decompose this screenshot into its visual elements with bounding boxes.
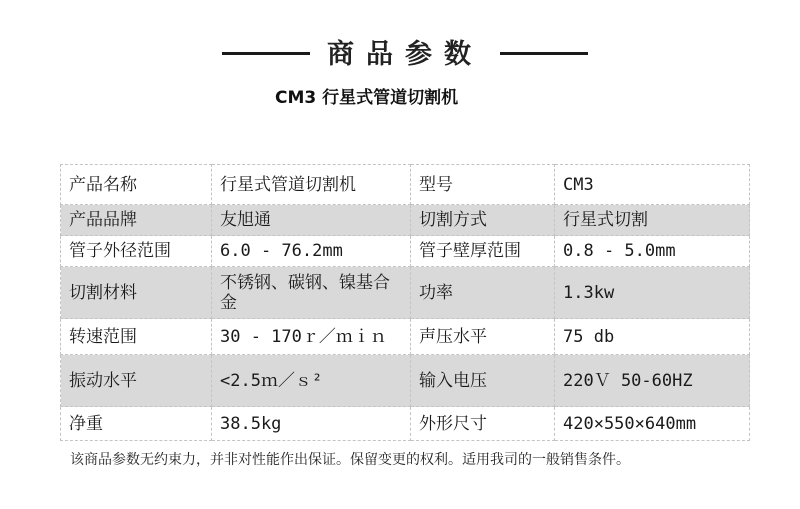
spec-value: 0.8 - 5.0mm bbox=[555, 236, 750, 267]
spec-value: 1.3kw bbox=[555, 267, 750, 319]
spec-label: 功率 bbox=[411, 267, 555, 319]
spec-label: 转速范围 bbox=[61, 319, 212, 355]
spec-label: 切割方式 bbox=[411, 205, 555, 236]
spec-value: <2.5ｍ／ｓ² bbox=[212, 355, 411, 407]
spec-label: 振动水平 bbox=[61, 355, 212, 407]
spec-value: 220Ｖ 50-60HZ bbox=[555, 355, 750, 407]
table-row bbox=[61, 319, 750, 355]
spec-label: 型号 bbox=[411, 165, 555, 205]
spec-label: 输入电压 bbox=[411, 355, 555, 407]
spec-value: 6.0 - 76.2mm bbox=[212, 236, 411, 267]
table-row bbox=[61, 355, 750, 407]
table-row bbox=[61, 236, 750, 267]
spec-label: 管子壁厚范围 bbox=[411, 236, 555, 267]
page-title: 商品参数 bbox=[327, 39, 483, 70]
title-rule-left bbox=[222, 52, 310, 55]
spec-value: 行星式切割 bbox=[555, 205, 750, 236]
spec-value: 38.5kg bbox=[212, 407, 411, 441]
disclaimer-text: 该商品参数无约束力，并非对性能作出保证。保留变更的权利。适用我司的一般销售条件。 bbox=[70, 452, 630, 468]
spec-label: 外形尺寸 bbox=[411, 407, 555, 441]
spec-value: 不锈钢、碳钢、镍基合金 bbox=[212, 267, 411, 319]
spec-label: 管子外径范围 bbox=[61, 236, 212, 267]
spec-label: 切割材料 bbox=[61, 267, 212, 319]
spec-label: 产品品牌 bbox=[61, 205, 212, 236]
table-row bbox=[61, 407, 750, 441]
spec-label: 净重 bbox=[61, 407, 212, 441]
spec-value: CM3 bbox=[555, 165, 750, 205]
spec-value: 30 - 170ｒ／ｍｉｎ bbox=[212, 319, 411, 355]
section-title bbox=[0, 30, 800, 70]
spec-table bbox=[60, 164, 750, 441]
table-row bbox=[61, 267, 750, 319]
spec-value: 行星式管道切割机 bbox=[212, 165, 411, 205]
table-row bbox=[61, 205, 750, 236]
table-row bbox=[61, 165, 750, 205]
product-subtitle: CM3 行星式管道切割机 bbox=[275, 88, 459, 108]
spec-value: 友旭通 bbox=[212, 205, 411, 236]
spec-value: 75 db bbox=[555, 319, 750, 355]
title-rule-right bbox=[500, 52, 588, 55]
spec-value: 420×550×640mm bbox=[555, 407, 750, 441]
spec-label: 声压水平 bbox=[411, 319, 555, 355]
spec-label: 产品名称 bbox=[61, 165, 212, 205]
